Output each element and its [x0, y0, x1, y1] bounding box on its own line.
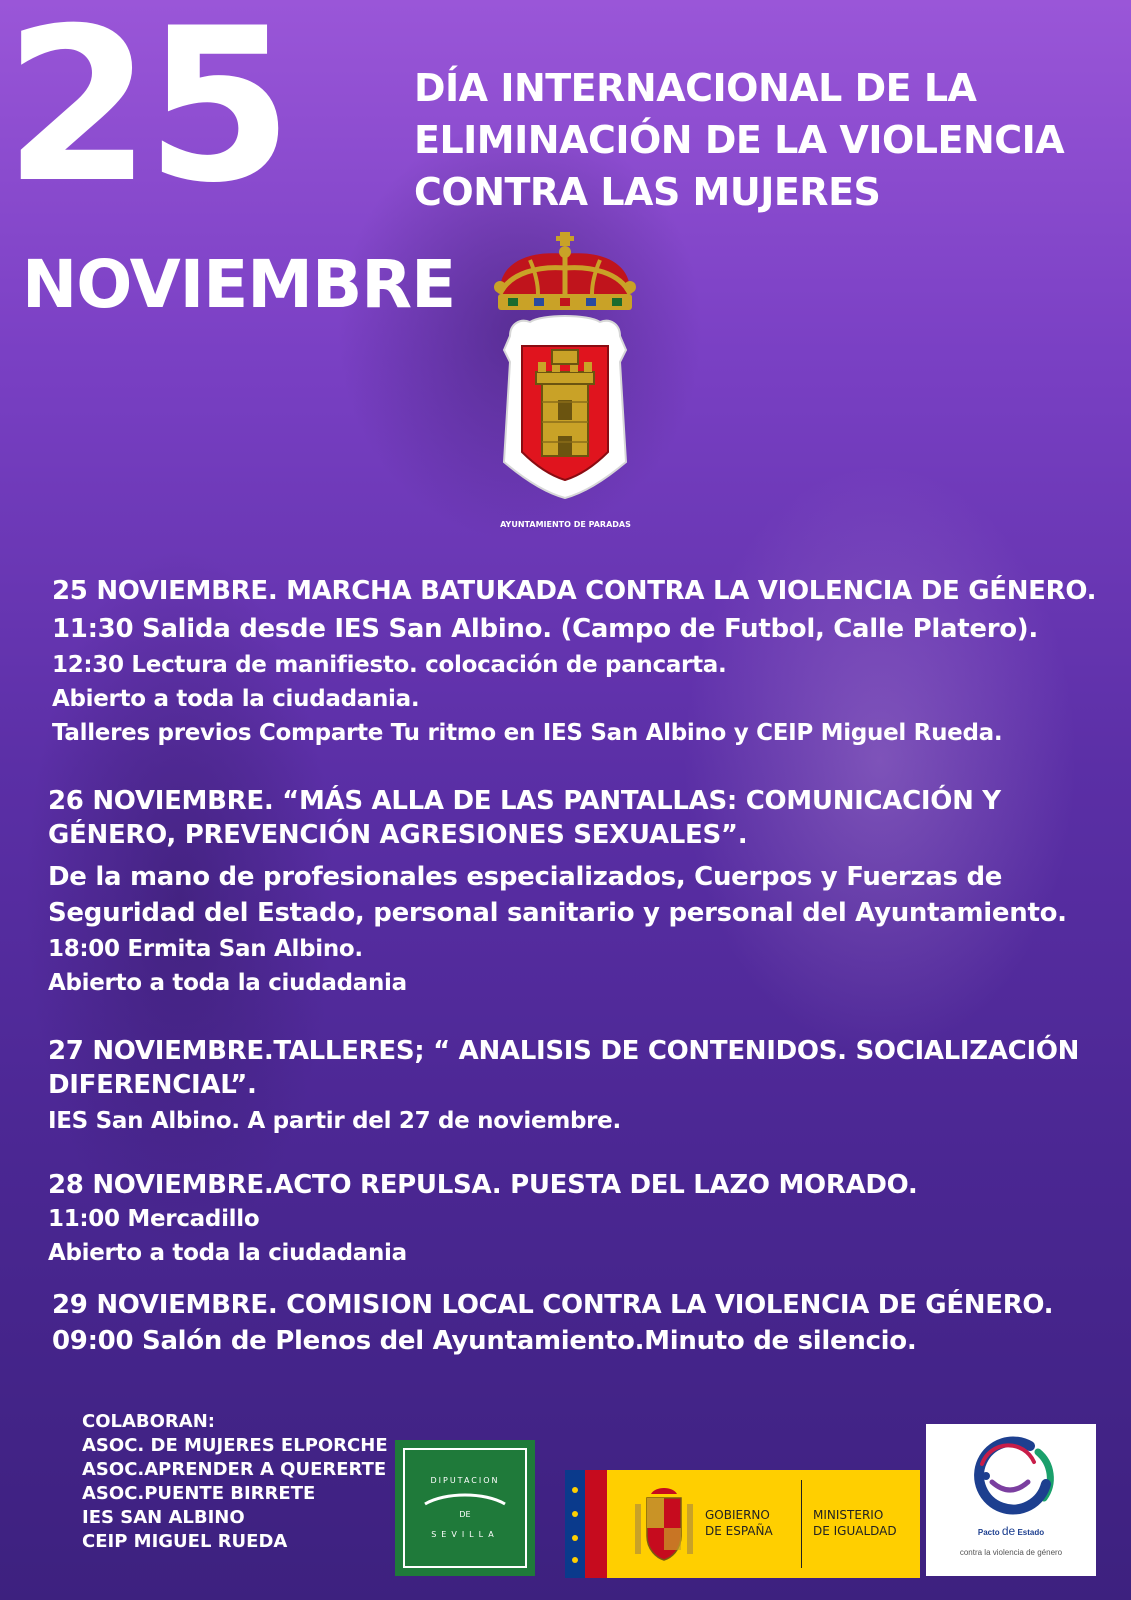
- event-1-line: 11:30 Salida desde IES San Albino. (Campo de Futbol, Calle Platero).: [52, 614, 1038, 644]
- event-2-line: 18:00 Ermita San Albino.: [48, 936, 363, 962]
- gobierno-text: GOBIERNO: [705, 1508, 770, 1522]
- date-day: 25: [4, 0, 288, 229]
- ministerio-text: DE IGUALDAD: [813, 1524, 897, 1538]
- collaborator-item: ASOC.APRENDER A QUERERTE: [82, 1459, 387, 1480]
- ministerio-text: MINISTERIO: [813, 1508, 884, 1522]
- event-2-line: Seguridad del Estado, personal sanitario y personal del Ayuntamiento.: [48, 898, 1067, 928]
- headline-line-3: CONTRA LAS MUJERES: [414, 170, 881, 214]
- event-5-line: 09:00 Salón de Plenos del Ayuntamiento.Minuto de silencio.: [52, 1326, 917, 1356]
- diputacion-text: SEVILLA: [431, 1530, 499, 1539]
- collaborator-item: CEIP MIGUEL RUEDA: [82, 1531, 288, 1552]
- pacto-title: [926, 1524, 1096, 1538]
- collaborator-item: ASOC.PUENTE BIRRETE: [82, 1483, 316, 1504]
- municipal-crest-icon: [480, 232, 650, 504]
- gobierno-espana-logo: [565, 1470, 920, 1578]
- event-3-line: IES San Albino. A partir del 27 de noviembre.: [48, 1108, 621, 1134]
- organizer: AYUNTAMIENTO DE PARADAS: [500, 520, 631, 529]
- event-3-title: DIFERENCIAL”.: [48, 1070, 257, 1100]
- event-5-title: 29 NOVIEMBRE. COMISION LOCAL CONTRA LA VIOLENCIA DE GÉNERO.: [52, 1290, 1054, 1320]
- event-4-line: 11:00 Mercadillo: [48, 1206, 260, 1232]
- spain-coat-of-arms-icon: [629, 1484, 699, 1564]
- pacto-title-part: Pacto: [977, 1528, 1002, 1537]
- pacto-subtitle: contra la violencia de género: [959, 1548, 1063, 1557]
- event-2-title: 26 NOVIEMBRE. “MÁS ALLA DE LAS PANTALLAS: COMUNICACIÓN Y: [48, 786, 1001, 816]
- pacto-title-part: de: [1001, 1524, 1016, 1538]
- event-4-title: 28 NOVIEMBRE.ACTO REPULSA. PUESTA DEL LAZO MORADO.: [48, 1170, 918, 1200]
- gobierno-text: DE ESPAÑA: [705, 1524, 773, 1538]
- event-1-title: 25 NOVIEMBRE. MARCHA BATUKADA CONTRA LA VIOLENCIA DE GÉNERO.: [52, 576, 1097, 606]
- pacto-circle-icon: [926, 1424, 1096, 1524]
- event-3-title: 27 NOVIEMBRE.TALLERES; “ ANALISIS DE CONTENIDOS. SOCIALIZACIÓN: [48, 1036, 1080, 1066]
- collaborator-item: ASOC. DE MUJERES ELPORCHE: [82, 1435, 388, 1456]
- event-1-line: Abierto a toda la ciudadania.: [52, 686, 420, 712]
- diputacion-sevilla-logo: [395, 1440, 535, 1576]
- pacto-title-part: Estado: [1015, 1528, 1045, 1537]
- diputacion-text: DIPUTACION: [430, 1476, 500, 1485]
- event-1-line: Talleres previos Comparte Tu ritmo en IES San Albino y CEIP Miguel Rueda.: [52, 720, 1003, 746]
- headline-line-2: ELIMINACIÓN DE LA VIOLENCIA: [414, 118, 1065, 162]
- collaborator-item: IES SAN ALBINO: [82, 1507, 245, 1528]
- event-1-line: 12:30 Lectura de manifiesto. colocación de pancarta.: [52, 652, 727, 678]
- event-2-line: De la mano de profesionales especializados, Cuerpos y Fuerzas de: [48, 862, 1003, 892]
- headline-line-1: DÍA INTERNACIONAL DE LA: [414, 66, 977, 110]
- event-2-title: GÉNERO, PREVENCIÓN AGRESIONES SEXUALES”.: [48, 820, 748, 850]
- pacto-de-estado-logo: [926, 1424, 1096, 1576]
- collaborators-title: COLABORAN:: [82, 1411, 215, 1432]
- date-month: NOVIEMBRE: [22, 246, 456, 323]
- event-4-line: Abierto a toda la ciudadania: [48, 1240, 407, 1266]
- eu-stars-icon: [565, 1470, 585, 1578]
- event-2-line: Abierto a toda la ciudadania: [48, 970, 407, 996]
- diputacion-text: DE: [459, 1510, 471, 1519]
